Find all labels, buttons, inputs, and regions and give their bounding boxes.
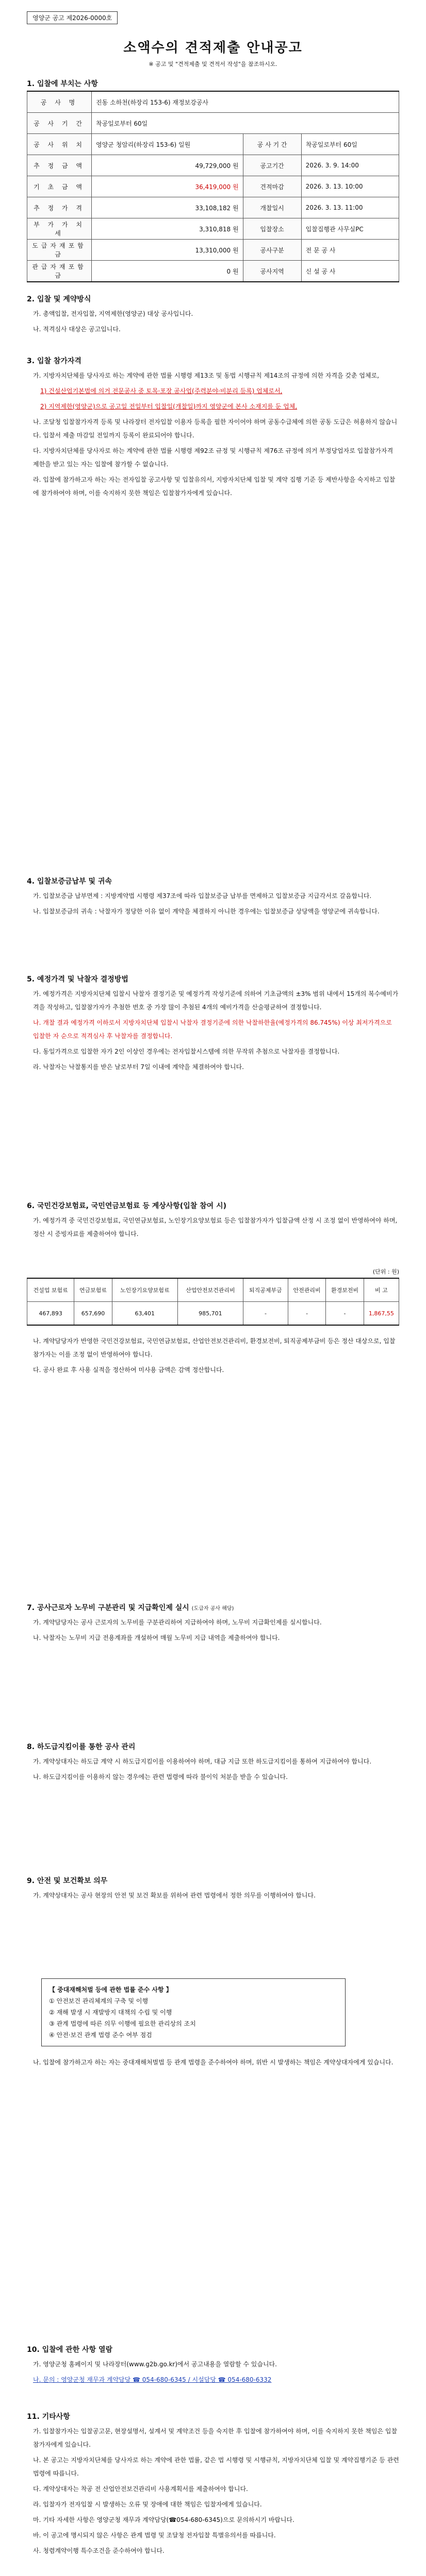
paragraph: 다. 공사 완료 후 사용 실적을 정산하여 미사용 금액은 감액 정산합니다. [33,1366,224,1374]
paragraph: 나. 계약담당자가 반영한 국민건강보험료, 국민연금보험료, 산업안전보건관리비, 환경보전비, 퇴직공제부금비 등은 정산 대상으로, 입찰참가자는 이를 조정 없이 반영하여야 합니다. [33,1337,396,1358]
table-value: 착공일로부터 60일 [301,134,399,155]
table-label: 개찰일시 [243,197,301,218]
law-compliance-box [41,1978,346,2046]
table-label: 공고기간 [243,155,301,176]
section-8-heading: 8. 하도급지킴이를 통한 공사 관리 [27,1743,136,1751]
paragraph: 사. 청렴계약이행 특수조건을 준수하여야 합니다. [33,2547,165,2554]
column-header: 안전관리비 [288,1278,325,1302]
section-3-body [33,369,399,502]
paragraph: 가. 계약상대자는 하도급 계약 시 하도급지킴이를 이용하여야 하며, 대금 지급 또한 하도급지킴이를 통하여 지급하여야 합니다. [33,1758,372,1765]
table-cell: - [288,1302,325,1326]
paragraph: 나. 입찰보증금의 귀속 : 낙찰자가 정당한 이유 없이 계약을 체결하지 아니한 경우에는 입찰보증금 상당액을 영양군에 귀속합니다. [33,908,380,915]
paragraph: 나. 조달청 입찰참가자격 등록 및 나라장터 전자입찰 이용자 등록을 필한 자이어야 하며 공동수급체에 의한 공동 도급은 허용하지 않습니다. 입찰서 제출 마감일 전일까지 등록이 완료되어야 합니다. [33,418,398,439]
table-value: 전 문 공 사 [301,240,399,261]
section-10-heading: 10. 입찰에 관한 사항 열람 [27,2346,113,2354]
column-header: 환경보전비 [326,1278,364,1302]
table-value: 2026. 3. 13. 10:00 [301,176,399,197]
paragraph: 나. 입찰에 참가하고자 하는 자는 중대재해처벌법 등 관계 법령을 준수하여야 하며, 위반 시 발생하는 책임은 계약상대자에게 있습니다. [33,2059,394,2066]
table-value: 2026. 3. 13. 11:00 [301,197,399,218]
paragraph: 다. 지방자치단체를 당사자로 하는 계약에 관한 법률 시행령 제92조 규정 및 시행규칙 제76조 규정에 의거 부정당업자로 입찰참가자격 제한을 받고 있는 자는 입찰에 참가할 수 없습니다. [33,447,394,468]
section-6-body [33,1214,399,1243]
paragraph: 2) 지역제한(영양군)으로 공고일 전일부터 입찰일(개찰일)까지 영양군에 본사 소재지를 둔 업체, [40,403,298,410]
table-label: 공 사 기 간 [27,113,92,134]
table-cell: 657,690 [74,1302,112,1326]
table-row [27,261,399,282]
box-title: 【 중대재해처벌 등에 관한 법률 준수 사항 】 [49,1986,172,1993]
box-item: ① 안전보건 관리체계의 구축 및 이행 [49,1997,149,2005]
bid-info-table [27,91,399,282]
column-header: 노인장기요양보험료 [112,1278,177,1302]
table-value: 36,419,000 원 [92,176,243,197]
table-cell: - [243,1302,288,1326]
table-row [27,1302,399,1326]
section-7-body [33,1616,399,1647]
table-row [27,240,399,261]
table-label: 공 사 기 간 [243,134,301,155]
section-6-heading: 6. 국민건강보험료, 국민연금보험료 등 계상사항(입찰 참여 시) [27,1202,226,1210]
table-cell: - [326,1302,364,1326]
section-9-heading: 9. 안전 및 보건확보 의무 [27,1877,108,1885]
table-value: 신 설 공 사 [301,261,399,282]
table-label: 도급자재포함금 [27,240,92,261]
section-7-note: (도급자 공사 해당) [191,1606,234,1612]
table-row [27,91,399,113]
column-header: 비 고 [364,1278,399,1302]
paragraph: 가. 총액입찰, 전자입찰, 지역제한(영양군) 대상 공사입니다. [33,310,193,317]
table-label: 공 사 위 치 [27,134,92,155]
table-label: 기 초 금 액 [27,176,92,197]
section-7-title: 7. 공사근로자 노무비 구분관리 및 지급확인제 실시 [27,1604,189,1612]
paragraph: 가. 지방자치단체를 당사자로 하는 계약에 관한 법률 시행령 제13조 및 동법 시행규칙 제14조의 규정에 의한 자격을 갖춘 업체로, [33,372,380,379]
table-value: 영양군 청암리(하장리 153-6) 일원 [92,134,243,155]
section-4-body [33,889,399,920]
table-label: 추 정 금 액 [27,155,92,176]
paragraph: 가. 입찰참가자는 입찰공고문, 현장설명서, 설계서 및 계약조건 등을 숙지한 후 입찰에 참가하여야 하며, 이를 숙지하지 못한 책임은 입찰참가자에게 있습니다. [33,2428,398,2448]
table-row [27,113,399,134]
section-1-heading: 1. 입찰에 부치는 사항 [27,80,98,88]
notice-number-badge: 영양군 공고 제2026-0000호 [27,11,118,24]
box-item: ④ 안전·보건 관계 법령 준수 여부 점검 [49,2031,152,2039]
table-value: 입찰집행관 사무실PC [301,218,399,240]
paragraph: 바. 이 공고에 명시되지 않은 사항은 관계 법령 및 조달청 전자입찰 특별유의서를 따릅니다. [33,2532,276,2539]
paragraph: 가. 영양군청 홈페이지 및 나라장터(www.g2b.go.kr)에서 공고내용을 열람할 수 있습니다. [33,2361,277,2368]
column-header: 산업안전보건관리비 [177,1278,243,1302]
section-6-body-2 [33,1334,399,1379]
section-10-body [33,2358,399,2388]
insurance-rate-table [27,1278,399,1326]
page-subtitle: ※ 공고 및 "견적제출 및 견적서 작성"을 참조하시오. [149,61,277,67]
section-11-body [33,2425,399,2560]
table-cell: 1,867,55 [364,1302,399,1326]
table-label: 견적마감 [243,176,301,197]
table-label: 공 사 명 [27,91,92,113]
table-row [27,134,399,155]
table-label: 입찰장소 [243,218,301,240]
paragraph: 나. 낙찰자는 노무비 지급 전용계좌를 개설하여 매월 노무비 지급 내역을 제출하여야 합니다. [33,1634,280,1641]
paragraph: 가. 예정가격은 지방자치단체 입찰시 낙찰자 결정기준 및 예정가격 작성기준에 의하여 기초금액의 ±3% 범위 내에서 15개의 복수예비가격을 작성하고, 입찰참가자가 추첨한 번호 중 가장 많이 추첨된 4개의 예비가격을 산술평균하여 결정합니다. [33,990,399,1011]
contact-link[interactable]: 나. 문의 : 영양군청 재무과 계약담당 ☎ 054-680-6345 / 시설담당 ☎ 054-680-6332 [33,2376,272,2383]
section-2-body [33,307,399,338]
table-label: 공사지역 [243,261,301,282]
table-value: 착공일로부터 60일 [92,113,399,134]
table-label: 부 가 가 치 세 [27,218,92,240]
table-value: 13,310,000 원 [92,240,243,261]
table-row [27,155,399,176]
table-cell: 63,401 [112,1302,177,1326]
section-8-body [33,1755,399,1786]
section-2-heading: 2. 입찰 및 계약방식 [27,295,91,303]
paragraph: 나. 본 공고는 지방자치단체를 당사자로 하는 계약에 관한 법률, 같은 법 시행령 및 시행규칙, 지방자치단체 입찰 및 계약집행기준 등 관련 법령에 따릅니다. [33,2456,399,2477]
paragraph: 가. 계약상대자는 공사 현장의 안전 및 보건 확보를 위하여 관련 법령에서 정한 의무를 이행하여야 합니다. [33,1892,316,1899]
table-value: 49,729,000 원 [92,155,243,176]
table-row [27,218,399,240]
table-label: 관급자재포함금 [27,261,92,282]
table-value: 3,310,818 원 [92,218,243,240]
section-7-heading [27,1602,234,1613]
paragraph: 라. 낙찰자는 낙찰통지를 받은 날로부터 7일 이내에 계약을 체결하여야 합니다. [33,1063,244,1071]
column-header: 건설업 보험료 [27,1278,74,1302]
box-item: ② 재해 발생 시 재발방지 대책의 수립 및 이행 [49,2009,172,2016]
table-value: 0 원 [92,261,243,282]
paragraph: 가. 예정가격 중 국민건강보험료, 국민연금보험료, 노인장기요양보험료 등은 입찰참가자가 입찰금액 산정 시 조정 없이 반영하여야 하며, 정산 시 증빙자료를 제출하여야 합니다. [33,1217,398,1238]
table-label: 공사구분 [243,240,301,261]
unit-label: (단위 : 원) [372,1268,399,1275]
table-value: 33,108,182 원 [92,197,243,218]
table-row [27,176,399,197]
section-3-heading: 3. 입찰 참가자격 [27,357,81,365]
paragraph: 라. 입찰에 참가하고자 하는 자는 전자입찰 공고사항 및 입찰유의서, 지방자치단체 입찰 및 계약 집행 기준 등 제반사항을 숙지하고 입찰에 참가하여야 하며, 이를 숙지하지 못한 책임은 입찰참가자에게 있습니다. [33,476,396,497]
paragraph: 라. 입찰자가 전자입찰 시 발생하는 오류 및 장애에 대한 책임은 입찰자에게 있습니다. [33,2501,262,2508]
table-value: 2026. 3. 9. 14:00 [301,155,399,176]
section-5-heading: 5. 예정가격 및 낙찰자 결정방법 [27,975,128,984]
table-row [27,197,399,218]
paragraph: 마. 기타 자세한 사항은 영양군청 재무과 계약담당(☎054-680-6345)으로 문의하시기 바랍니다. [33,2516,294,2523]
section-5-body [33,987,399,1076]
paragraph: 나. 적격심사 대상은 공고입니다. [33,326,121,333]
paragraph: 나. 하도급지킴이를 이용하지 않는 경우에는 관련 법령에 따라 불이익 처분을 받을 수 있습니다. [33,1773,288,1781]
paragraph: 다. 동일가격으로 입찰한 자가 2인 이상인 경우에는 전자입찰시스템에 의한 무작위 추첨으로 낙찰자를 결정합니다. [33,1048,340,1055]
paragraph: 1) 건설산업기본법에 의거 전문공사 중 토목·포장 공사업(주력분야·비분리 등록) 업체로서, [40,387,283,395]
paragraph: 가. 입찰보증금 납부면제 : 지방계약법 시행령 제37조에 따라 입찰보증금 납부를 면제하고 입찰보증금 지급각서로 갈음합니다. [33,892,372,900]
section-4-heading: 4. 입찰보증금납부 및 귀속 [27,877,112,886]
section-11-heading: 11. 기타사항 [27,2413,70,2421]
table-label: 추 정 가 격 [27,197,92,218]
paragraph: 가. 계약담당자는 공사 근로자의 노무비를 구분관리하여 지급하여야 하며, 노무비 지급확인제를 실시합니다. [33,1619,322,1626]
page-title: 소액수의 견적제출 안내공고 [123,40,303,56]
section-9-body-2 [33,2056,399,2071]
paragraph: 나. 개찰 결과 예정가격 이하로서 지방자치단체 입찰시 낙찰자 결정기준에 의한 낙찰하한율(예정가격의 86.745%) 이상 최저가격으로 입찰한 자 순으로 적격심사 후 낙찰자를 결정합니다. [33,1019,392,1040]
table-value: 진동 소하천(하장리 153-6) 재정보강공사 [92,91,399,113]
table-cell: 467,893 [27,1302,74,1326]
table-header-row [27,1278,399,1302]
section-9-body [33,1889,399,1904]
table-cell: 985,701 [177,1302,243,1326]
paragraph: 다. 계약상대자는 착공 전 산업안전보건관리비 사용계획서를 제출하여야 합니다. [33,2485,248,2493]
column-header: 퇴직공제부금 [243,1278,288,1302]
box-item: ③ 관계 법령에 따른 의무 이행에 필요한 관리상의 조치 [49,2020,196,2027]
column-header: 연금보험료 [74,1278,112,1302]
